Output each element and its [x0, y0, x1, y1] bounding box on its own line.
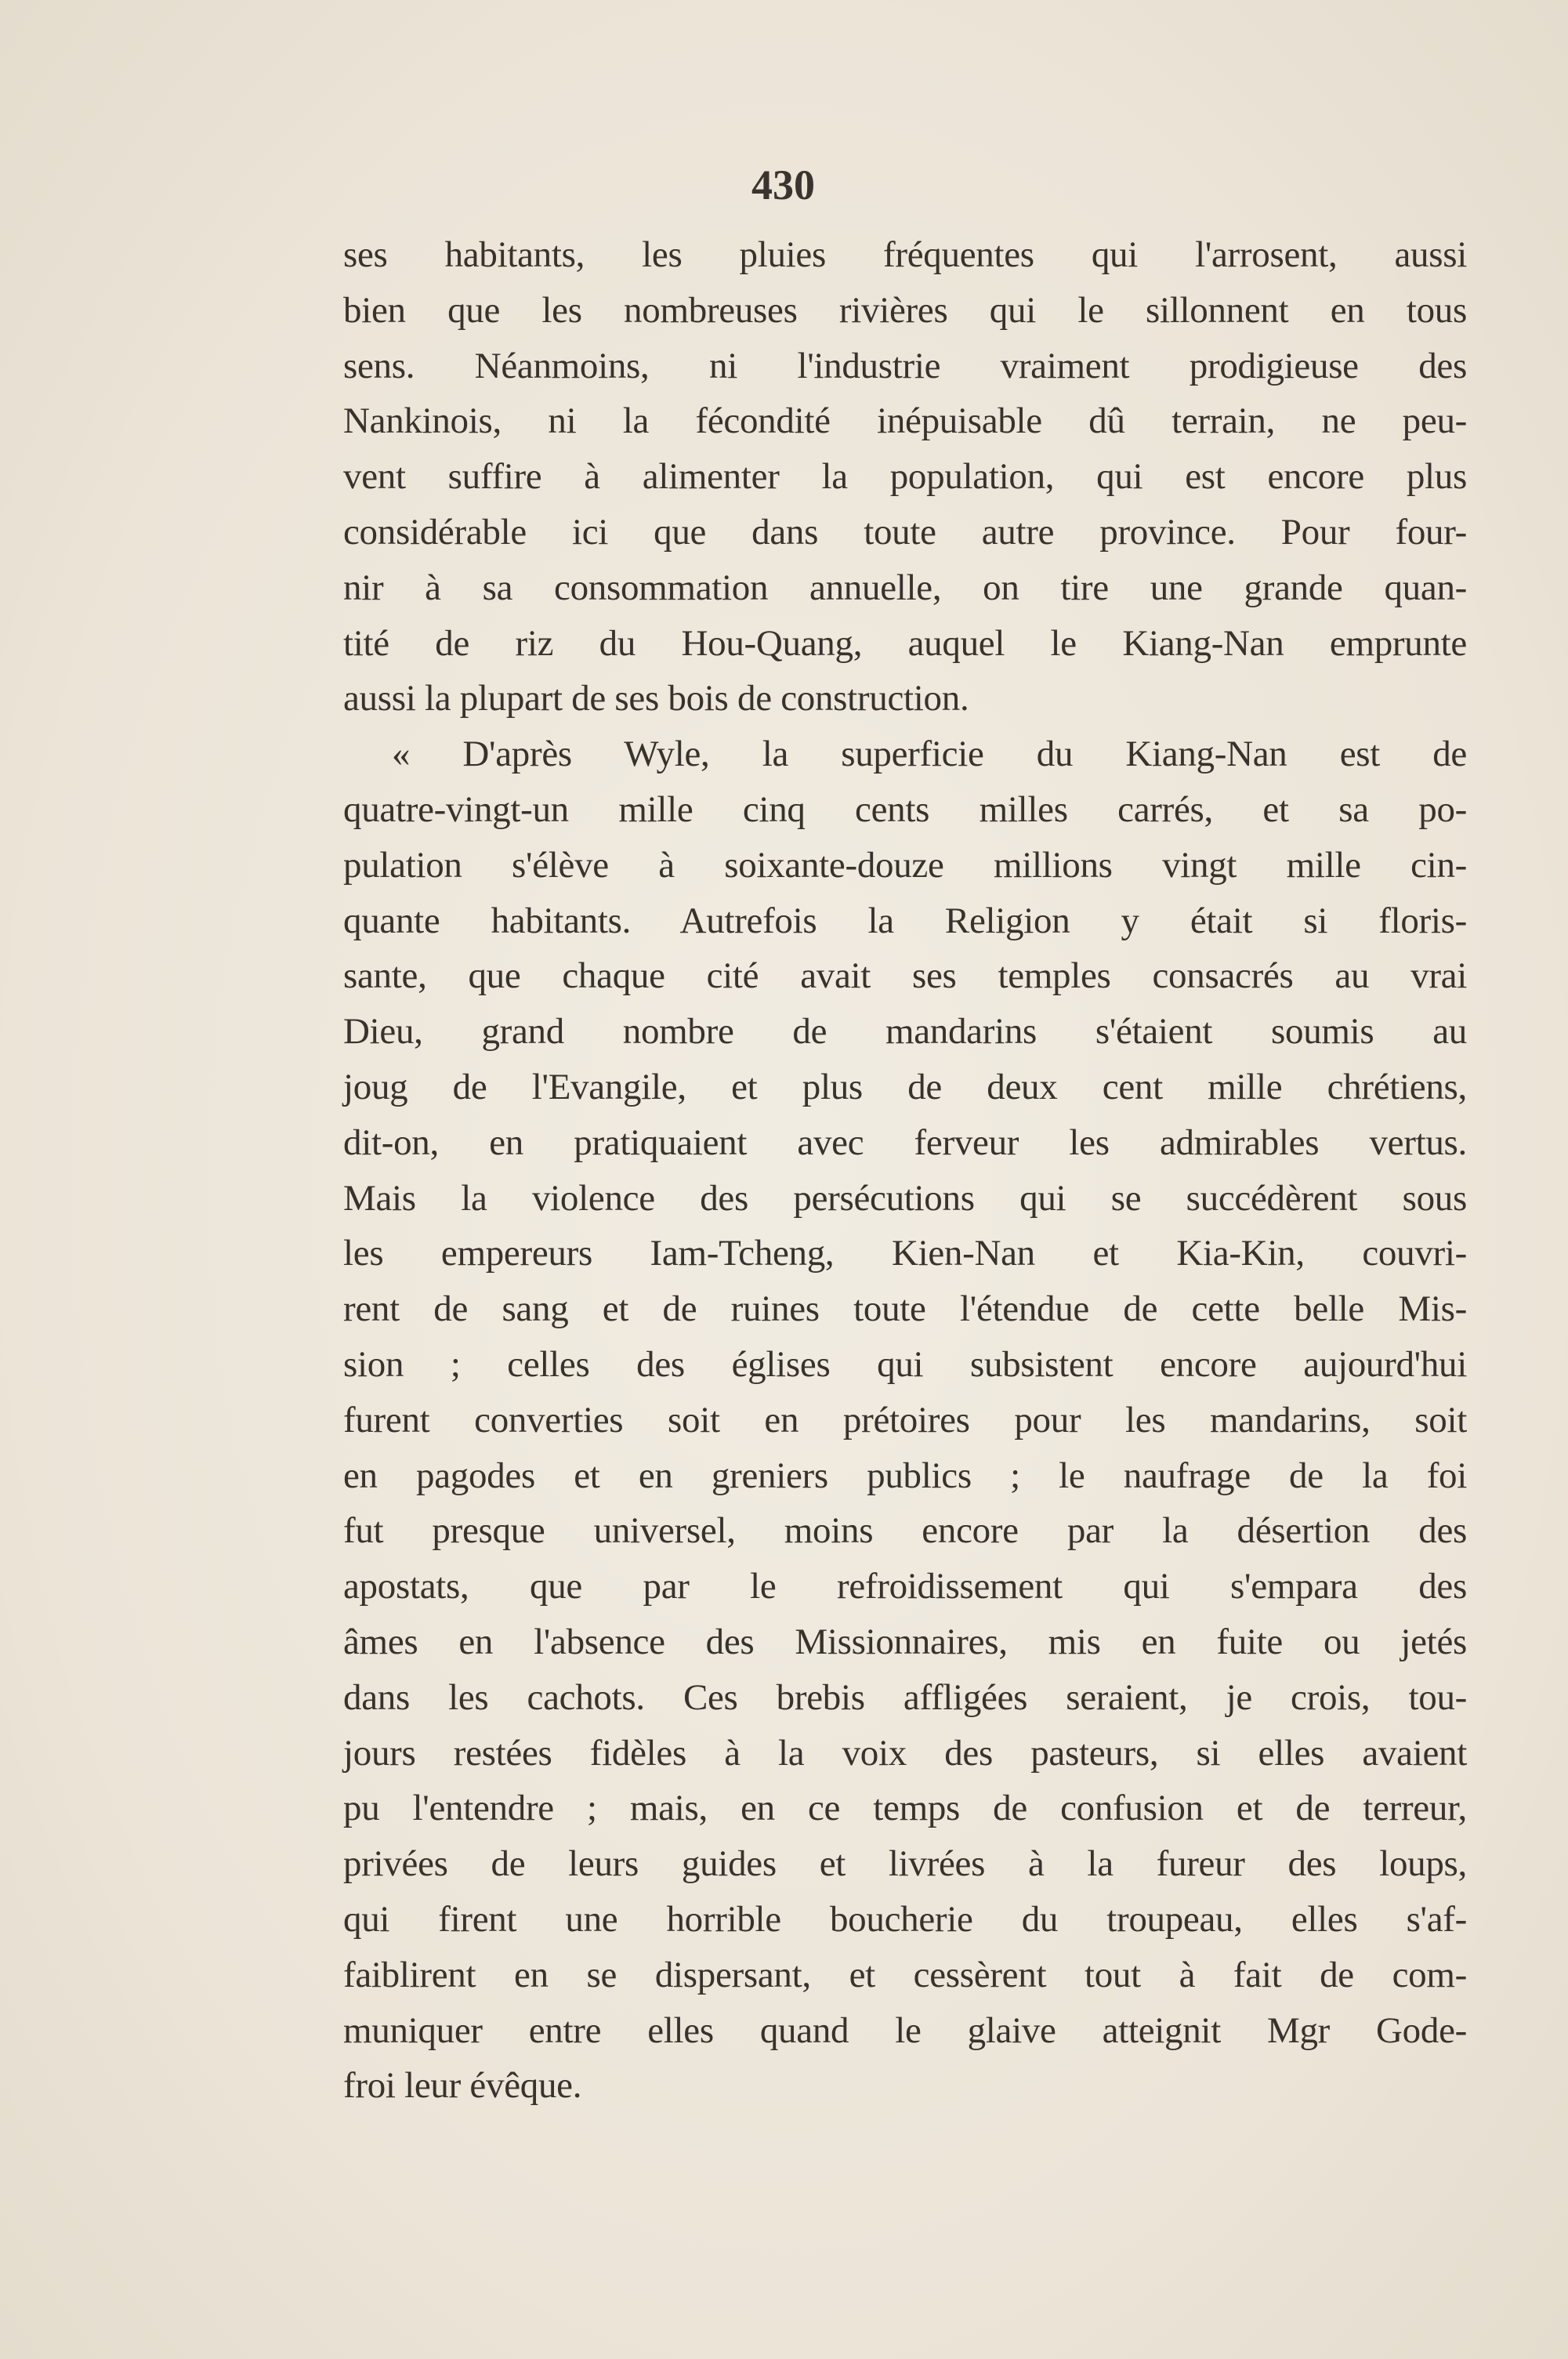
text-line: pu l'entendre ; mais, en ce temps de confusion et de terreur,	[343, 1788, 1467, 1829]
text-line: muniquer entre elles quand le glaive atteignit Mgr Gode-	[343, 2009, 1467, 2051]
text-line: quatre-vingt-un mille cinq cents milles carrés, et sa po-	[343, 788, 1467, 830]
text-line: considérable ici que dans toute autre province. Pour four-	[343, 511, 1467, 553]
text-line: faiblirent en se dispersant, et cessèrent tout à fait de com-	[343, 1954, 1467, 1995]
page-number-text: 430	[751, 161, 815, 208]
text-line: Mais la violence des persécutions qui se succédèrent sous	[343, 1177, 1467, 1219]
text-line: froi leur évêque.	[343, 2065, 582, 2107]
text-line: tité de riz du Hou-Quang, auquel le Kiang-Nan emprunte	[343, 622, 1467, 664]
text-line: pulation s'élève à soixante-douze millions vingt mille cin-	[343, 844, 1467, 886]
body-text	[343, 227, 1467, 2114]
text-line: qui firent une horrible boucherie du troupeau, elles s'af-	[343, 1898, 1467, 1940]
text-line: sens. Néanmoins, ni l'industrie vraiment prodigieuse des	[343, 345, 1467, 386]
text-line: vent suffire à alimenter la population, qui est encore plus	[343, 456, 1467, 498]
text-line: quante habitants. Autrefois la Religion y était si floris-	[343, 900, 1467, 941]
text-line: dans les cachots. Ces brebis affligées seraient, je crois, tou-	[343, 1676, 1467, 1718]
text-line: nir à sa consommation annuelle, on tire une grande quan-	[343, 567, 1467, 608]
text-line: aussi la plupart de ses bois de construction.	[343, 678, 969, 719]
text-line: « D'après Wyle, la superficie du Kiang-Nan est de	[392, 734, 1467, 775]
text-line: rent de sang et de ruines toute l'étendue de cette belle Mis-	[343, 1288, 1467, 1330]
text-line: apostats, que par le refroidissement qui s'empara des	[343, 1566, 1467, 1607]
text-line: joug de l'Evangile, et plus de deux cent mille chrétiens,	[343, 1066, 1467, 1107]
text-line: ses habitants, les pluies fréquentes qui l'arrosent, aussi	[343, 234, 1467, 275]
text-line: Dieu, grand nombre de mandarins s'étaient soumis au	[343, 1011, 1467, 1053]
text-line: sion ; celles des églises qui subsistent encore aujourd'hui	[343, 1343, 1467, 1385]
text-line: sante, que chaque cité avait ses temples consacrés au vrai	[343, 955, 1467, 997]
text-line: les empereurs Iam-Tcheng, Kien-Nan et Kia-Kin, couvri-	[343, 1233, 1467, 1274]
text-line: dit-on, en pratiquaient avec ferveur les admirables vertus.	[343, 1122, 1467, 1163]
text-line: bien que les nombreuses rivières qui le sillonnent en tous	[343, 289, 1467, 331]
page-number	[0, 161, 1568, 209]
text-line: privées de leurs guides et livrées à la fureur des loups,	[343, 1843, 1467, 1885]
text-line: fut presque universel, moins encore par la désertion des	[343, 1510, 1467, 1552]
text-line: Nankinois, ni la fécondité inépuisable dû terrain, ne peu-	[343, 400, 1467, 442]
text-line: âmes en l'absence des Missionnaires, mis en fuite ou jetés	[343, 1621, 1467, 1662]
text-line: en pagodes et en greniers publics ; le naufrage de la foi	[343, 1455, 1467, 1496]
text-line: jours restées fidèles à la voix des pasteurs, si elles avaient	[343, 1732, 1467, 1774]
text-line: furent converties soit en prétoires pour les mandarins, soit	[343, 1399, 1467, 1440]
